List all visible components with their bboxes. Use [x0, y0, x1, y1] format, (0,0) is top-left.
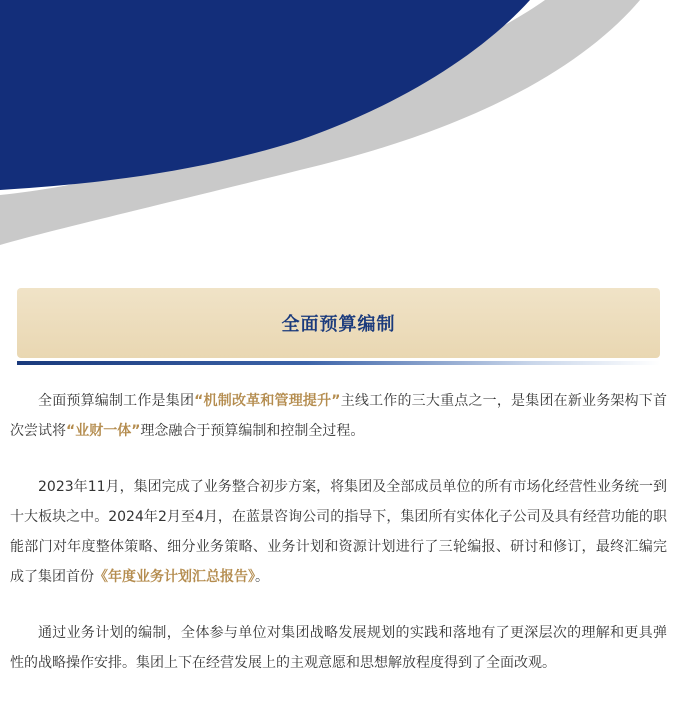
article-body — [10, 386, 667, 704]
p1-highlight-2: “业财一体” — [66, 423, 141, 439]
p2-text-a: 2023年11月，集团完成了业务整合初步方案，将集团及全部成员单位的所有市场化经营性业务统一到十大板块之中。2024年2月至4月，在蓝景咨询公司的指导下，集团所有实体化子公司及具有经营功能的职能部门对年度整体策略、细分业务策略、业务计划和资源计划进行了三轮编报、研讨和修订，最终汇编完成了集团首份 — [10, 479, 667, 585]
section-title-box — [17, 288, 660, 358]
p2-text-b: 。 — [255, 569, 269, 585]
header-banner — [0, 0, 677, 250]
p2-highlight: 《年度业务计划汇总报告》 — [94, 569, 255, 585]
title-underline — [17, 361, 660, 365]
paragraph-1 — [10, 386, 667, 446]
p1-text-a: 全面预算编制工作是集团 — [38, 393, 195, 409]
p3-text: 通过业务计划的编制，全体参与单位对集团战略发展规划的实践和落地有了更深层次的理解和更具弹性的战略操作安排。集团上下在经营发展上的主观意愿和思想解放程度得到了全面改观。 — [10, 625, 667, 671]
p1-text-c: 理念融合于预算编制和控制全过程。 — [140, 423, 365, 439]
section-title: 全面预算编制 — [281, 314, 396, 335]
paragraph-3 — [10, 618, 667, 678]
p1-text-b: 主线工作的三大重点之一，是集团在新业务架构下首次尝试将 — [10, 393, 668, 439]
paragraph-2 — [10, 472, 667, 592]
p1-highlight-1: “机制改革和管理提升” — [194, 393, 341, 409]
